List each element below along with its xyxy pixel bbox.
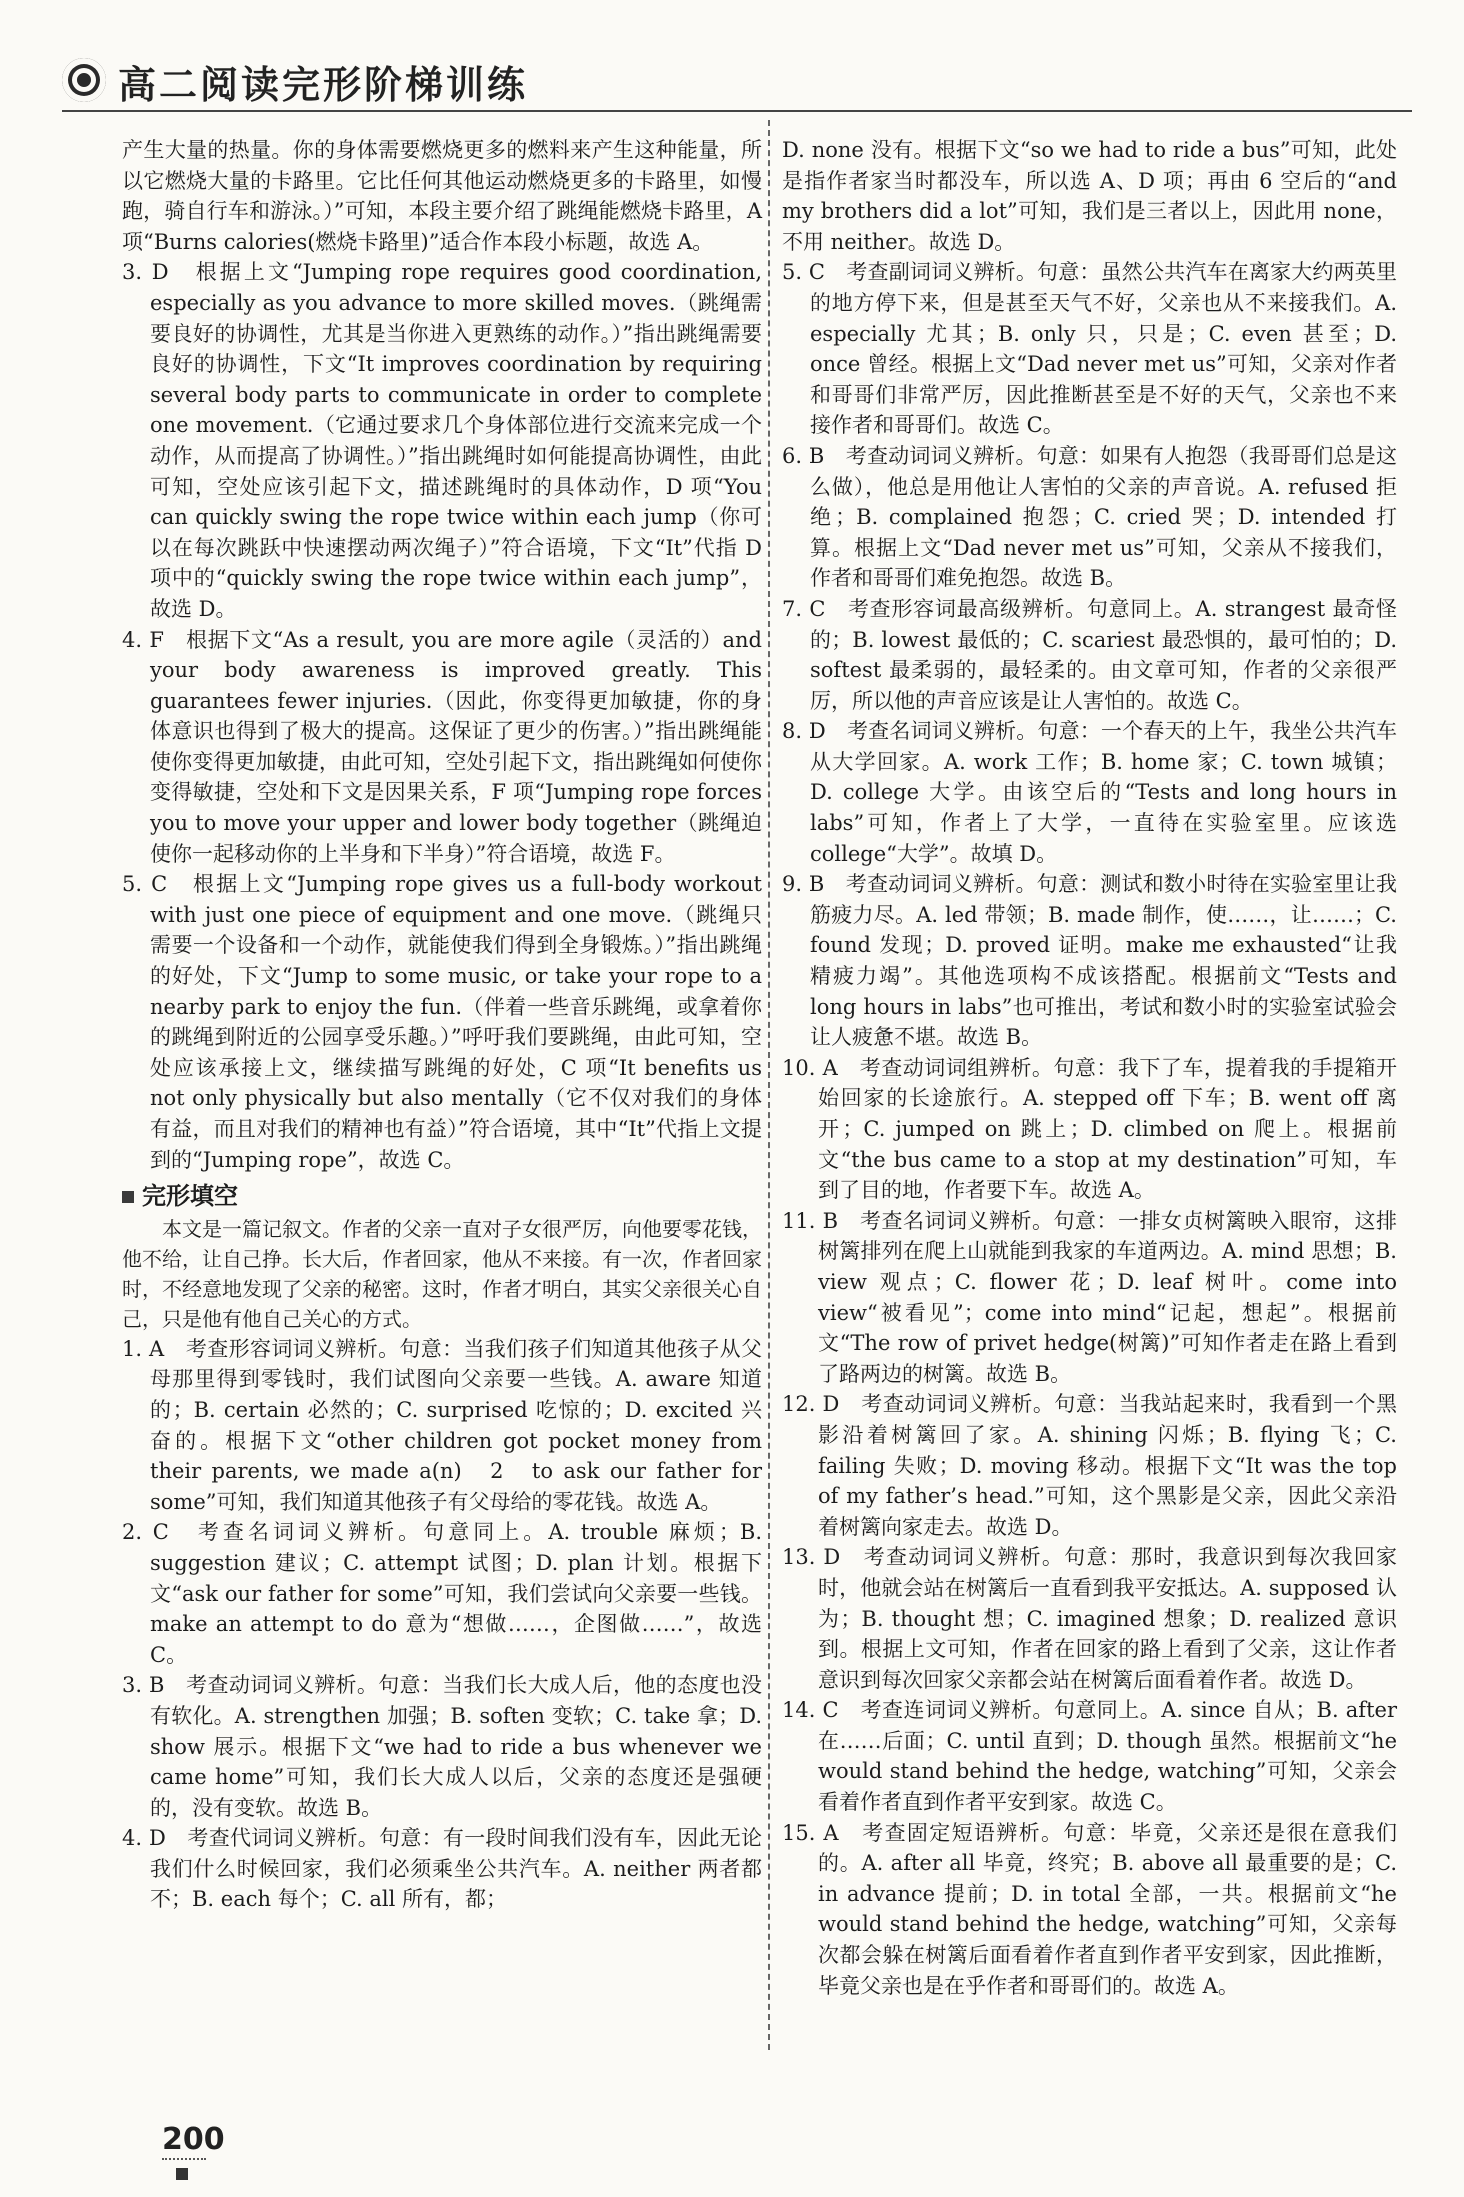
book-logo-icon — [62, 58, 106, 102]
answer-item: 5. C 考查副词词义辨析。句意：虽然公共汽车在离家大约两英里的地方停下来，但是甚至天气不好，父亲也从不来接我们。A. especially 尤其；B. only 只，只是；C. even 甚至；D. once 曾经。根据上文“Dad never met us”可知，父亲对作者和哥哥们非常严厉，因此推断甚至是不好的天气，父亲也不来接作者和哥哥们。故选 C。 — [782, 260, 1397, 438]
page-header — [62, 52, 1412, 112]
right-column — [782, 135, 1397, 2001]
answer-item: 15. A 考查固定短语辨析。句意：毕竟，父亲还是很在意我们的。A. after all 毕竟，终究；B. above all 最重要的是；C. in advance 提前；D. in total 全部，一共。根据前文“he would stand behind the hedge, watching”可知，父亲每次都会躲在树篱后面看着作者直到作者平安到家，因此推断，毕竟父亲也是在乎作者和哥哥们的。故选 A。 — [782, 1820, 1397, 1998]
answer-item: 4. D 考查代词词义辨析。句意：有一段时间我们没有车，因此无论我们什么时候回家，我们必须乘坐公共汽车。A. neither 两者都不；B. each 每个；C. all 所有，都； — [122, 1826, 762, 1912]
answer-item: 2. C 考查名词词义辨析。句意同上。A. trouble 麻烦；B. suggestion 建议；C. attempt 试图；D. plan 计划。根据下文“ask our father for some”可知，我们尝试向父亲要一些钱。make an attempt to do 意为“想做……，企图做……”，故选 C。 — [122, 1520, 762, 1667]
left-column — [122, 135, 762, 1915]
section-heading-label: 完形填空 — [142, 1182, 238, 1211]
answer-item: 5. C 根据上文“Jumping rope gives us a full-body workout with just one piece of equipment and one move.（跳绳只需要一个设备和一个动作，就能使我们得到全身锻炼。）”指出跳绳的好处，下文“Jump to some music, or take your rope to a nearby park to enjoy the fun.（伴着一些音乐跳绳，或拿着你的跳绳到附近的公园享受乐趣。）”呼吁我们要跳绳，由此可知，空处应该承接上文，继续描写跳绳的好处，C 项“It benefits us not only physically but also mentally（它不仅对我们的身体有益，而且对我们的精神也有益）”符合语境，其中“It”代指上文提到的“Jumping rope”，故选 C。 — [122, 872, 762, 1172]
answer-item: 6. B 考查动词词义辨析。句意：如果有人抱怨（我哥哥们总是这么做），他总是用他让人害怕的父亲的声音说。A. refused 拒绝；B. complained 抱怨；C. cried 哭；D. intended 打算。根据上文“Dad never met us”可知，父亲从不接我们，作者和哥哥们难免抱怨。故选 B。 — [782, 443, 1397, 591]
answer-item: 13. D 考查动词词义辨析。句意：那时，我意识到每次我回家时，他就会站在树篱后一直看到我平安抵达。A. supposed 认为；B. thought 想；C. imagined 想象；D. realized 意识到。根据上文可知，作者在回家的路上看到了父亲，这让作者意识到每次回家父亲都会站在树篱后面看着作者。故选 D。 — [782, 1545, 1397, 1692]
footer-square-icon — [176, 2168, 188, 2180]
answer-item: 14. C 考查连词词义辨析。句意同上。A. since 自从；B. after 在……后面；C. until 直到；D. though 虽然。根据前文“he would stand behind the hedge, watching”可知，父亲会看着作者直到作者平安到家。故选 C。 — [782, 1698, 1397, 1815]
column-divider — [768, 120, 770, 2050]
answer-item: 1. A 考查形容词词义辨析。句意：当我们孩子们知道其他孩子从父母那里得到零钱时，我们试图向父亲要一些钱。A. aware 知道的；B. certain 必然的；C. surprised 吃惊的；D. excited 兴奋的。根据下文“other children got pocket money from their parents, we made a(n) 2 to ask our father for some”可知，我们知道其他孩子有父母给的零花钱。故选 A。 — [122, 1336, 762, 1514]
answer-item: 4. F 根据下文“As a result, you are more agile（灵活的）and your body awareness is improved greatly. This guarantees fewer injuries.（因此，你变得更加敏捷，你的身体意识也得到了极大的提高。这保证了更少的伤害。）”指出跳绳能使你变得更加敏捷，由此可知，空处引起下文，指出跳绳如何使你变得敏捷，空处和下文是因果关系，F 项“Jumping rope forces you to move your upper and lower body together（跳绳迫使你一起移动你的上半身和下半身）”符合语境，故选 F。 — [122, 627, 762, 866]
answer-continuation: D. none 没有。根据下文“so we had to ride a bus”可知，此处是指作者家当时都没车，所以选 A、D 项；再由 6 空后的“and my brothers did a lot”可知，我们是三者以上，因此用 none，不用 neither。故选 D。 — [782, 138, 1397, 254]
page-header-title: 高二阅读完形阶梯训练 — [118, 63, 529, 107]
passage-summary: 本文是一篇记叙文。作者的父亲一直对子女很严厉，向他要零花钱，他不给，让自己挣。长大后，作者回家，他从不来接。有一次，作者回家时，不经意地发现了父亲的秘密。这时，作者才明白，其实父亲很关心自己，只是他有他自己关心的方式。 — [122, 1216, 762, 1331]
answer-item: 8. D 考查名词词义辨析。句意：一个春天的上午，我坐公共汽车从大学回家。A. work 工作；B. home 家；C. town 城镇；D. college 大学。由该空后的“Tests and long hours in labs”可知，作者上了大学，一直待在实验室里。应该选 college“大学”。故填 D。 — [782, 719, 1397, 866]
section-heading — [122, 1181, 762, 1212]
answer-item: 10. A 考查动词词组辨析。句意：我下了车，提着我的手提箱开始回家的长途旅行。A. stepped off 下车；B. went off 离开；C. jumped on 跳上；D. climbed on 爬上。根据前文“the bus came to a stop at my destination”可知，车到了目的地，作者要下车。故选 A。 — [782, 1055, 1397, 1203]
answer-item: 12. D 考查动词词义辨析。句意：当我站起来时，我看到一个黑影沿着树篱回了家。A. shining 闪烁；B. flying 飞；C. failing 失败；D. moving 移动。根据下文“It was the top of my father’s head.”可知，这个黑影是父亲，因此父亲沿着树篱向家走去。故选 D。 — [782, 1392, 1397, 1539]
answer-item: 11. B 考查名词词义辨析。句意：一排女贞树篱映入眼帘，这排树篱排列在爬上山就能到我家的车道两边。A. mind 思想；B. view 观点；C. flower 花；D. leaf 树叶。come into view“被看见”；come into mind“记起，想起”。根据前文“The row of privet hedge(树篱)”可知作者走在路上看到了路两边的树篱。故选 B。 — [782, 1208, 1397, 1386]
square-bullet-icon — [122, 1191, 134, 1203]
footer-rule — [162, 2158, 206, 2160]
answer-item: 3. B 考查动词词义辨析。句意：当我们长大成人后，他的态度也没有软化。A. strengthen 加强；B. soften 变软；C. take 拿；D. show 展示。根据下文“we had to ride a bus whenever we came home”可知，我们长大成人以后，父亲的态度还是强硬的，没有变软。故选 B。 — [122, 1673, 762, 1820]
answer-item: 3. D 根据上文“Jumping rope requires good coordination, especially as you advance to more skilled moves.（跳绳需要良好的协调性，尤其是当你进入更熟练的动作。）”指出跳绳需要良好的协调性，下文“It improves coordination by requiring several body parts to communicate in order to complete one movement.（它通过要求几个身体部位进行交流来完成一个动作，从而提高了协调性。）”指出跳绳时如何能提高协调性，由此可知，空处应该引起下文，描述跳绳时的具体动作，D 项“You can quickly swing the rope twice within each jump（你可以在每次跳跃中快速摆动两次绳子）”符合语境，下文“It”代指 D 项中的“quickly swing the rope twice within each jump”，故选 D。 — [122, 260, 762, 621]
answer-item: 9. B 考查动词词义辨析。句意：测试和数小时待在实验室里让我筋疲力尽。A. led 带领；B. made 制作，使……，让……；C. found 发现；D. proved 证明。make me exhausted“让我精疲力竭”。其他选项构不成该搭配。根据前文“Tests and long hours in labs”也可推出，考试和数小时的实验室试验会让人疲惫不堪。故选 B。 — [782, 872, 1397, 1050]
page-number: 200 — [162, 2122, 225, 2157]
header-rule — [62, 110, 1412, 112]
answer-item: 7. C 考查形容词最高级辨析。句意同上。A. strangest 最奇怪的；B. lowest 最低的；C. scariest 最恐惧的，最可怕的；D. softest 最柔弱的，最轻柔的。由文章可知，作者的父亲很严厉，所以他的声音应该是让人害怕的。故选 C。 — [782, 596, 1397, 713]
answer-continuation: 产生大量的热量。你的身体需要燃烧更多的燃料来产生这种能量，所以它燃烧大量的卡路里。它比任何其他运动燃烧更多的卡路里，如慢跑，骑自行车和游泳。）”可知，本段主要介绍了跳绳能燃烧卡路里，A 项“Burns calories(燃烧卡路里)”适合作本段小标题，故选 A。 — [122, 138, 762, 254]
